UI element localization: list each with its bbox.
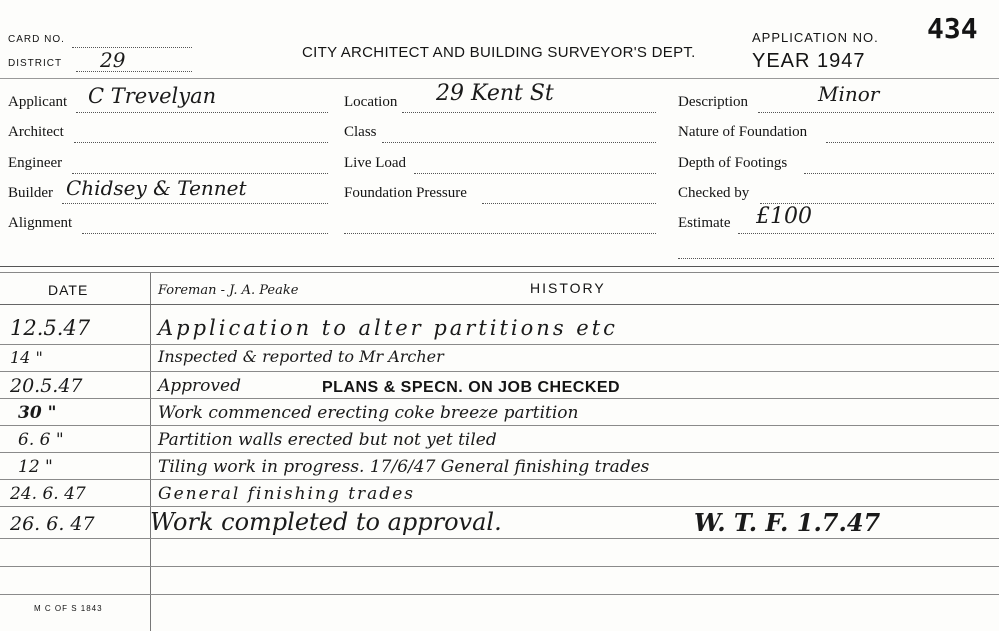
class-line (382, 142, 656, 143)
history-rule-6 (0, 479, 999, 480)
live-load-label: Live Load (344, 155, 407, 171)
location-line (402, 112, 656, 113)
history-rule-3 (0, 398, 999, 399)
history-text-1: Application to alter partitions etc (158, 316, 618, 340)
checked-by-label: Checked by (678, 185, 750, 201)
engineer-line (72, 173, 328, 174)
architect-line (74, 142, 328, 143)
header-divider (0, 78, 999, 79)
history-date-8: 26. 6. 47 (10, 513, 95, 535)
history-date-1: 12.5.47 (10, 316, 91, 340)
nature-of-foundation-line (826, 142, 994, 143)
history-date-3: 20.5.47 (10, 375, 83, 397)
history-date-5: 6. 6 " (18, 430, 64, 450)
estimate-value: £100 (756, 204, 812, 229)
history-date-6: 12 " (18, 457, 53, 477)
class-label: Class (344, 124, 377, 140)
history-rule-9 (0, 566, 999, 567)
history-date-4: 30 " (18, 403, 57, 423)
column2-blank-line (344, 233, 656, 234)
history-rule-2 (0, 371, 999, 372)
form-code: M C OF S 1843 (34, 604, 103, 613)
history-text-2: Inspected & reported to Mr Archer (158, 347, 444, 366)
district-label: DISTRICT (8, 58, 63, 69)
history-date-7: 24. 6. 47 (10, 484, 86, 504)
nature-of-foundation-label: Nature of Foundation (678, 124, 808, 140)
history-rule-1 (0, 344, 999, 345)
alignment-label: Alignment (8, 215, 73, 231)
builder-value: Chidsey & Tennet (66, 176, 247, 200)
application-no-label: APPLICATION NO. (752, 30, 879, 45)
column3-blank-line (678, 258, 994, 259)
depth-of-footings-line (804, 173, 994, 174)
description-label: Description (678, 94, 748, 110)
alignment-line (82, 233, 328, 234)
card-no-line (72, 47, 192, 48)
live-load-line (414, 173, 656, 174)
history-text-5: Partition walls erected but not yet tiled (158, 430, 497, 450)
foundation-pressure-label: Foundation Pressure (344, 185, 467, 201)
history-text-3: Approved (158, 376, 241, 396)
history-rule-7 (0, 506, 999, 507)
card-no-label: CARD NO. (8, 34, 65, 45)
description-line (758, 112, 994, 113)
history-rule-4 (0, 425, 999, 426)
history-top-rule (0, 266, 999, 267)
district-value: 29 (100, 48, 126, 72)
estimate-label: Estimate (678, 215, 731, 231)
history-rule-10 (0, 594, 999, 595)
foreman-note: Foreman - J. A. Peake (158, 283, 299, 298)
history-text-7: General finishing trades (158, 484, 415, 504)
year-label: YEAR 1947 (752, 50, 866, 72)
depth-of-footings-label: Depth of Footings (678, 155, 788, 171)
history-rule-5 (0, 452, 999, 453)
history-rule-8 (0, 538, 999, 539)
inspector-signature: W. T. F. 1.7.47 (694, 508, 881, 537)
applicant-value: C Trevelyan (88, 84, 217, 108)
history-header-rule (0, 304, 999, 305)
architect-label: Architect (8, 124, 64, 140)
foundation-pressure-line (482, 203, 656, 204)
plans-checked-stamp: PLANS & SPECN. ON JOB CHECKED (322, 379, 621, 396)
description-value: Minor (818, 82, 880, 106)
location-label: Location (344, 94, 398, 110)
location-value: 29 Kent St (436, 81, 554, 106)
history-text-6: Tiling work in progress. 17/6/47 General finishing trades (158, 457, 650, 477)
department-title: CITY ARCHITECT AND BUILDING SURVEYOR'S DEPT. (302, 44, 696, 61)
applicant-label: Applicant (8, 94, 68, 110)
district-line (76, 71, 192, 72)
history-date-2: 14 " (10, 348, 43, 367)
builder-label: Builder (8, 185, 53, 201)
application-number: 434 (927, 12, 978, 45)
engineer-label: Engineer (8, 155, 63, 171)
applicant-line (76, 112, 328, 113)
estimate-line (738, 233, 994, 234)
date-header: DATE (48, 282, 89, 298)
builder-line (62, 203, 328, 204)
history-header: HISTORY (530, 280, 606, 296)
history-text-8: Work completed to approval. (150, 508, 502, 536)
history-text-4: Work commenced erecting coke breeze partition (158, 403, 579, 423)
